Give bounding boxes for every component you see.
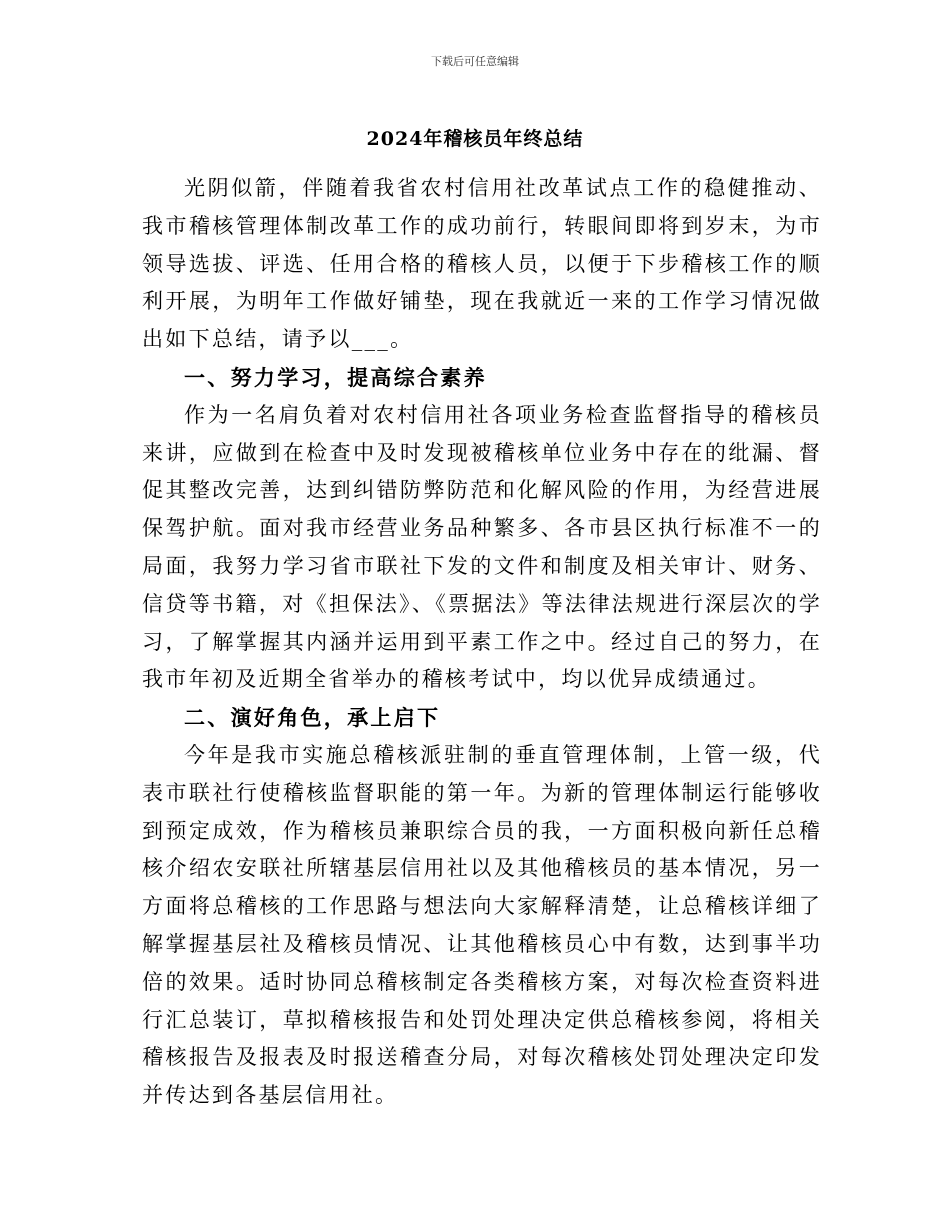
document-title: 2024年稽核员年终总结 [366, 128, 584, 150]
header-note: 下载后可任意编辑 [431, 55, 519, 68]
intro-paragraph: 光阴似箭，伴随着我省农村信用社改革试点工作的稳健推动、我市稽核管理体制改革工作的成功前行，转眼间即将到岁末，为市领导选拔、评选、任用合格的稽核人员，以便于下步稽核工作的顺利开展，为明年工作做好铺垫，现在我就近一来的工作学习情况做出如下总结，请予以___。 [142, 176, 822, 352]
document-body [142, 170, 822, 1115]
section-paragraph-2: 今年是我市实施总稽核派驻制的垂直管理体制，上管一级，代表市联社行使稽核监督职能的第一年。为新的管理体制运行能够收到预定成效，作为稽核员兼职综合员的我，一方面积极向新任总稽核介绍农安联社所辖基层信用社以及其他稽核员的基本情况，另一方面将总稽核的工作思路与想法向大家解释清楚，让总稽核详细了解掌握基层社及稽核员情况、让其他稽核员心中有数，达到事半功倍的效果。适时协同总稽核制定各类稽核方案，对每次检查资料进行汇总装订，草拟稽核报告和处罚处理决定供总稽核参阅，将相关稽核报告及报表及时报送稽查分局，对每次稽核处罚处理决定印发并传达到各基层信用社。 [142, 742, 822, 1108]
section-heading-2: 二、演好角色，承上启下 [184, 705, 441, 731]
section-paragraph-1: 作为一名肩负着对农村信用社各项业务检查监督指导的稽核员来讲，应做到在检查中及时发现被稽核单位业务中存在的纰漏、督促其整改完善，达到纠错防弊防范和化解风险的作用，为经营进展保驾护航。面对我市经营业务品种繁多、各市县区执行标准不一的局面，我努力学习省市联社下发的文件和制度及相关审计、财务、信贷等书籍，对《担保法》、《票据法》等法律法规进行深层次的学习，了解掌握其内涵并运用到平素工作之中。经过自己的努力，在我市年初及近期全省举办的稽核考试中，均以优异成绩通过。 [142, 402, 822, 692]
section-heading-1: 一、努力学习，提高综合素养 [184, 364, 487, 390]
